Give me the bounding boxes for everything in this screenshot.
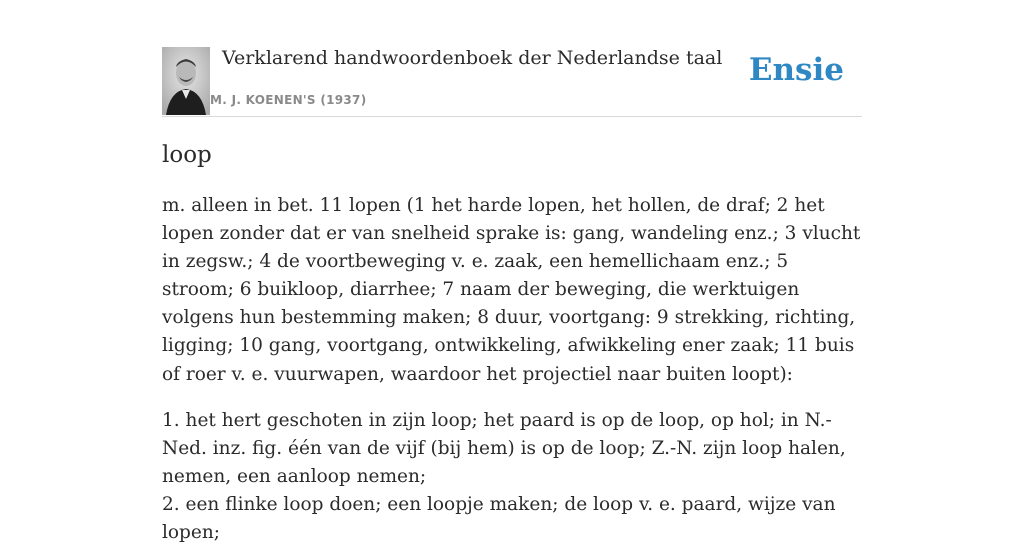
entry-definition: m. alleen in bet. 11 lopen (1 het harde lopen, het hollen, de draf; 2 het lopen zonder dat er van snelheid sprake is: gang, wandeling enz.; 3 vlucht in zegsw.; 4 de voortbeweging v. e. zaak, een hemellichaam enz.; 5 stroom; 6 buikloop, diarrhee; 7 naam der beweging, die werktuigen volgens hun bestemming maken; 8 duur, voortgang: 9 strekking, richting, ligging; 10 gang, voortgang, ontwikkeling, afwikkeling ener zaak; 11 buis of roer v. e. vuurwapen, waardoor het projectiel naar buiten loopt): [162, 195, 861, 385]
author-portrait-icon [162, 47, 210, 115]
author-label: M. J. KOENEN'S (1937) [210, 93, 367, 107]
entry-headword: loop [162, 142, 212, 168]
ensie-logo-link[interactable]: Ensie [748, 52, 844, 88]
book-title: Verklarend handwoordenboek der Nederlandse taal [222, 47, 723, 69]
entry-example: 1. het hert geschoten in zijn loop; het paard is op de loop, op hol; in N.-Ned. inz. fig. één van de vijf (bij hem) is op de loop; Z.-N. zijn loop halen, nemen, een aanloop nemen; [162, 409, 846, 487]
entry-content [162, 192, 864, 547]
site-header [162, 46, 862, 117]
entry-example: 2. een flinke loop doen; een loopje maken; de loop v. e. paard, wijze van lopen; [162, 493, 836, 544]
